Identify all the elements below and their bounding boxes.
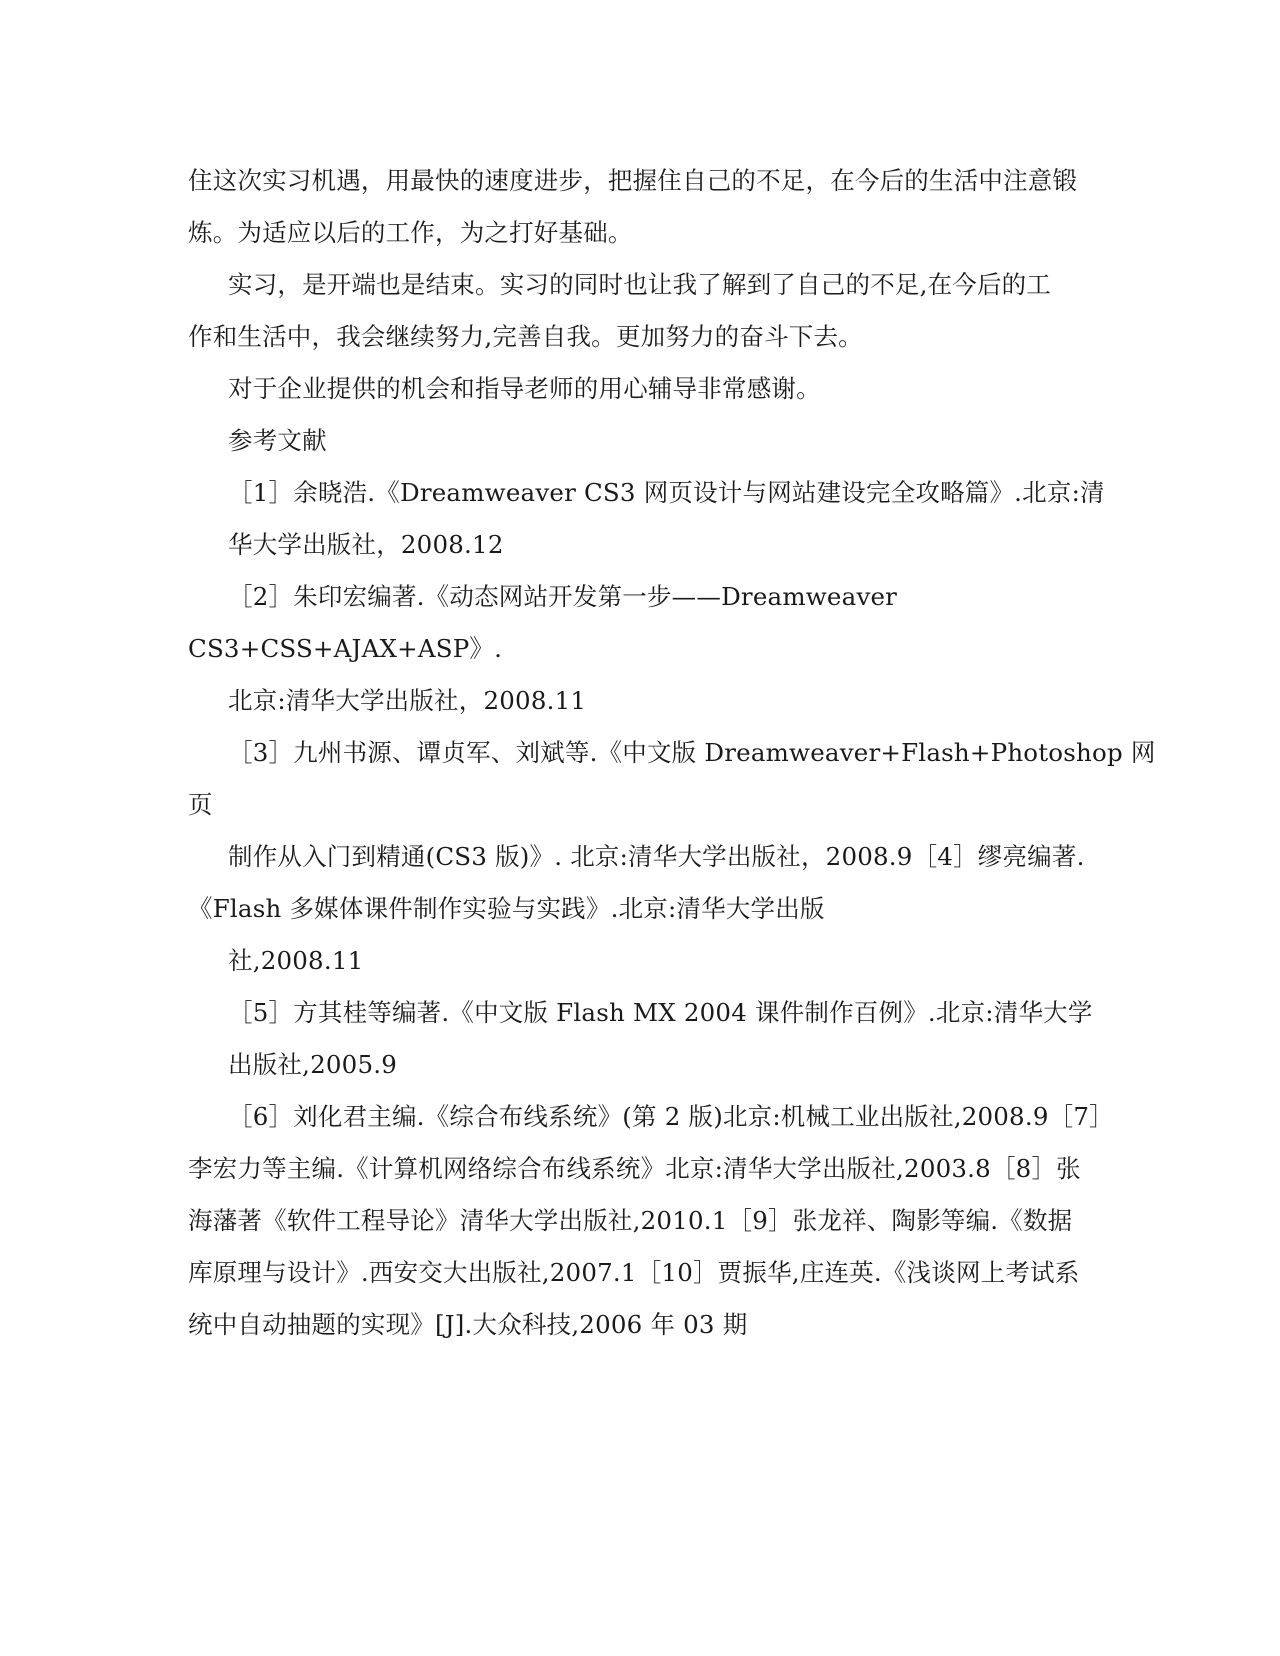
references-heading: 参考文献 [228,426,327,455]
reference-line: 《Flash 多媒体课件制作实验与实践》.北京:清华大学出版 [188,894,825,923]
reference-line: 制作从入门到精通(CS3 版)》. 北京:清华大学出版社，2008.9［4］缪亮编著. [228,842,1085,871]
reference-line: ［5］方其桂等编著.《中文版 Flash MX 2004 课件制作百例》.北京:清华大学 [228,998,1093,1027]
reference-line: 华大学出版社，2008.12 [228,530,504,559]
reference-line: ［1］余晓浩.《Dreamweaver CS3 网页设计与网站建设完全攻略篇》.北京:清 [228,478,1105,507]
reference-line: 海藩著《软件工程导论》清华大学出版社,2010.1［9］张龙祥、陶影等编.《数据 [188,1206,1073,1235]
reference-line: CS3+CSS+AJAX+ASP》. [188,634,503,663]
reference-line: ［2］朱印宏编著.《动态网站开发第一步——Dreamweaver [228,582,898,611]
reference-line: 库原理与设计》.西安交大出版社,2007.1［10］贾振华,庄连英.《浅谈网上考试系 [188,1258,1080,1287]
reference-line: 北京:清华大学出版社，2008.11 [228,686,587,715]
reference-line: 统中自动抽题的实现》[J].大众科技,2006 年 03 期 [188,1310,748,1339]
reference-line: 李宏力等主编.《计算机网络综合布线系统》北京:清华大学出版社,2003.8［8］张 [188,1154,1081,1183]
reference-line: ［3］九州书源、谭贞军、刘斌等.《中文版 Dreamweaver+Flash+Photoshop 网 [228,738,1156,767]
reference-line: ［6］刘化君主编.《综合布线系统》(第 2 版)北京:机械工业出版社,2008.9［7］ [228,1102,1114,1131]
paragraph-line: 对于企业提供的机会和指导老师的用心辅导非常感谢。 [228,374,821,403]
reference-line: 社,2008.11 [228,946,364,975]
paragraph-line: 炼。为适应以后的工作，为之打好基础。 [188,218,633,247]
paragraph-line: 住这次实习机遇，用最快的速度进步，把握住自己的不足，在今后的生活中注意锻 [188,166,1078,195]
reference-line: 页 [188,790,213,819]
paragraph-line: 实习，是开端也是结束。实习的同时也让我了解到了自己的不足,在今后的工 [228,270,1052,299]
reference-line: 出版社,2005.9 [228,1050,398,1079]
paragraph-line: 作和生活中，我会继续努力,完善自我。更加努力的奋斗下去。 [188,322,863,351]
